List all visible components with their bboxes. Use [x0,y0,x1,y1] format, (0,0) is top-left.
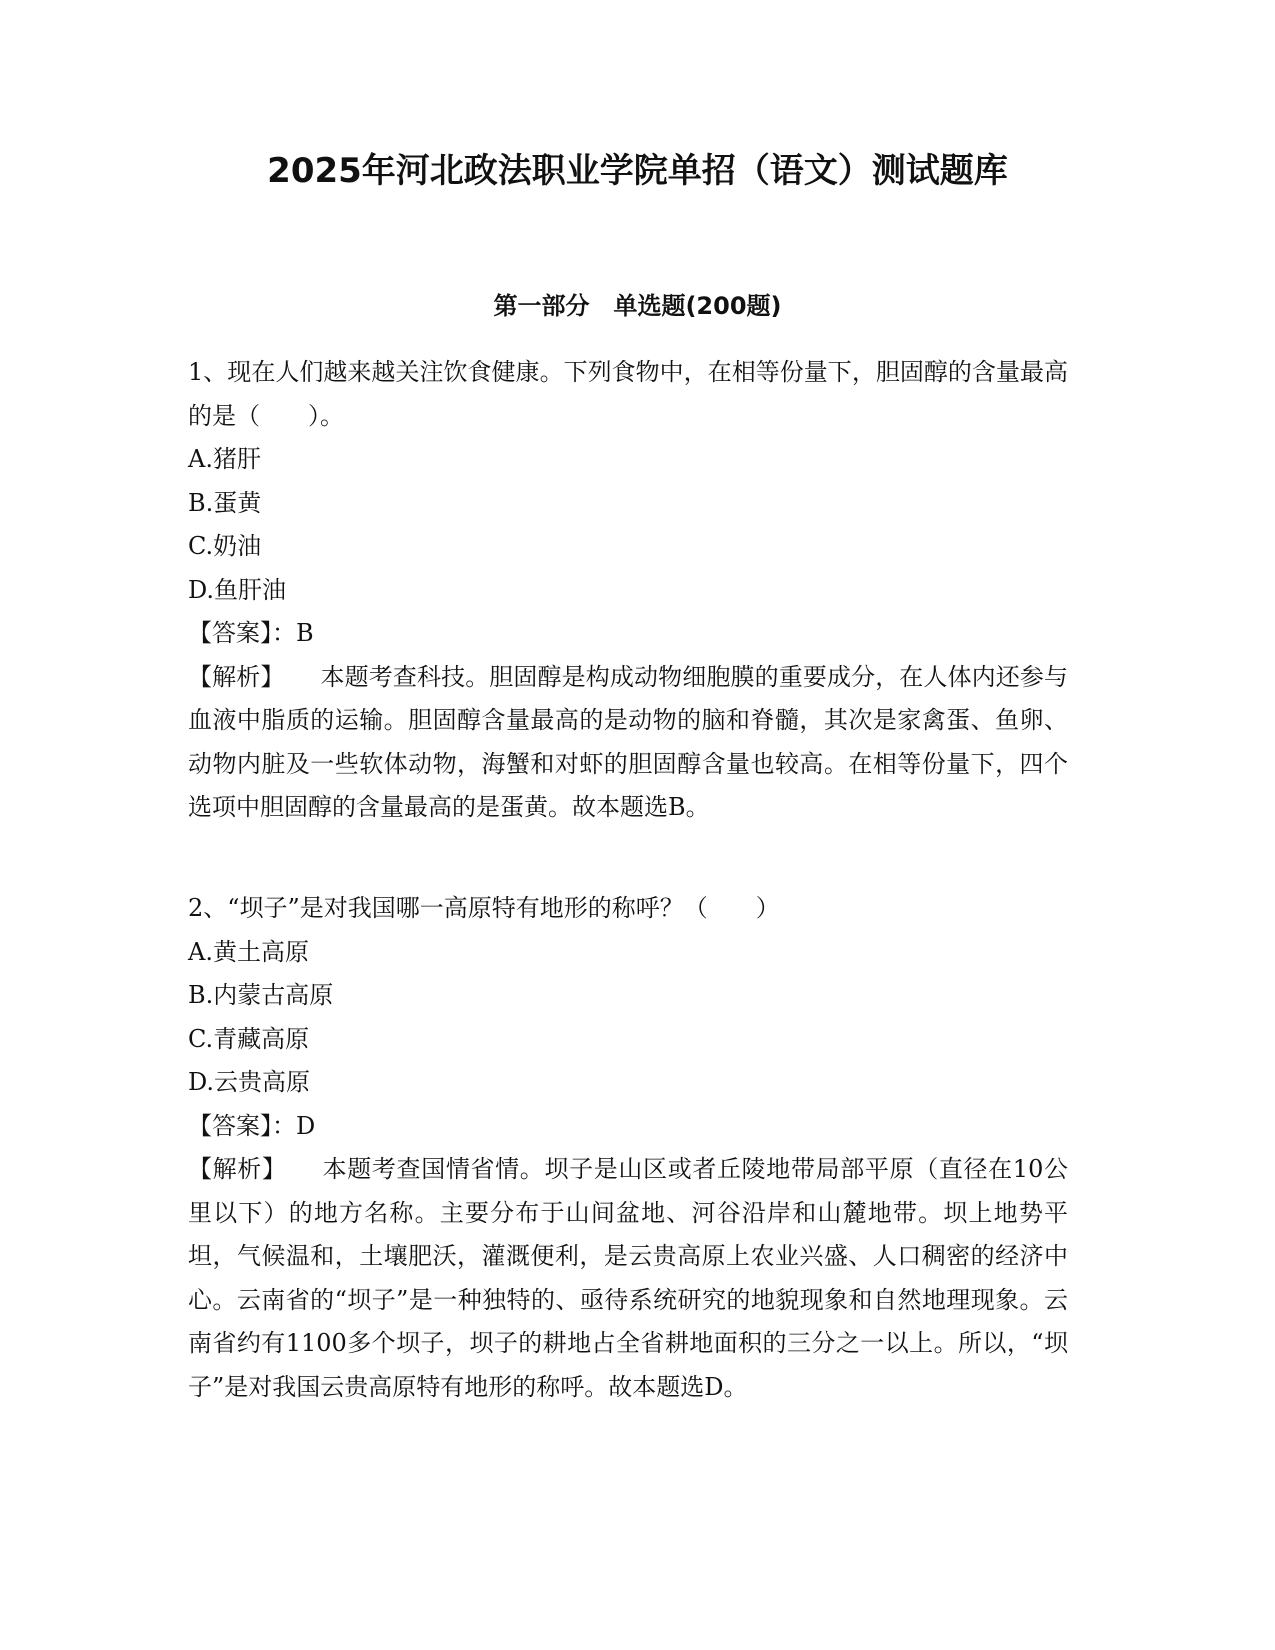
question-2 [188,887,1068,1409]
analysis-label: 【解析】 [188,1155,287,1183]
answer-line [188,1105,1068,1149]
question-1 [188,351,1068,830]
option-d: D.鱼肝油 [188,575,287,604]
answer-value: B [296,619,314,647]
analysis-text: 本题考查国情省情。坝子是山区或者丘陵地带局部平原（直径在10公里以下）的地方名称。主要分布于山间盆地、河谷沿岸和山麓地带。坝上地势平坦，气候温和，土壤肥沃，灌溉便利，是云贵高原上农业兴盛、人口稠密的经济中心。云南省的“坝子”是一种独特的、亟待系统研究的地貌现象和自然地理现象。云南省约有1100多个坝子，坝子的耕地占全省耕地面积的三分之一以上。所以，“坝子”是对我国云贵高原特有地形的称呼。故本题选D。 [188,1155,1068,1401]
option-b: B.内蒙古高原 [188,981,334,1009]
option-c: C.奶油 [188,532,262,560]
option-c: C.青藏高原 [188,1024,310,1053]
analysis-paragraph [188,656,1068,830]
answer-value: D [296,1111,316,1140]
answer-label: 【答案】： [188,1111,296,1140]
option-b: B.蛋黄 [188,488,262,517]
question-stem: 2、“坝子”是对我国哪一高原特有地形的称呼？（ ） [188,894,780,922]
analysis-paragraph [188,1148,1068,1409]
answer-label: 【答案】： [188,619,296,647]
analysis-text: 本题考查科技。胆固醇是构成动物细胞膜的重要成分，在人体内还参与血液中脂质的运输。胆固醇含量最高的是动物的脑和脊髓，其次是家禽蛋、鱼卵、动物内脏及一些软体动物，海蟹和对虾的胆固醇含量也较高。在相等份量下，四个选项中胆固醇的含量最高的是蛋黄。故本题选B。 [188,662,1069,821]
option-a: A.黄土高原 [188,937,309,966]
option-a: A.猪肝 [188,445,261,473]
option-d: D.云贵高原 [188,1068,311,1096]
question-stem: 1、现在人们越来越关注饮食健康。下列食物中，在相等份量下，胆固醇的含量最高的是（ ）。 [188,358,1068,430]
analysis-label: 【解析】 [188,662,285,691]
document-title: 2025年河北政法职业学院单招（语文）测试题库 [267,151,1008,191]
section-title: 第一部分 单选题(200题) [493,292,782,320]
answer-line [188,612,1068,656]
